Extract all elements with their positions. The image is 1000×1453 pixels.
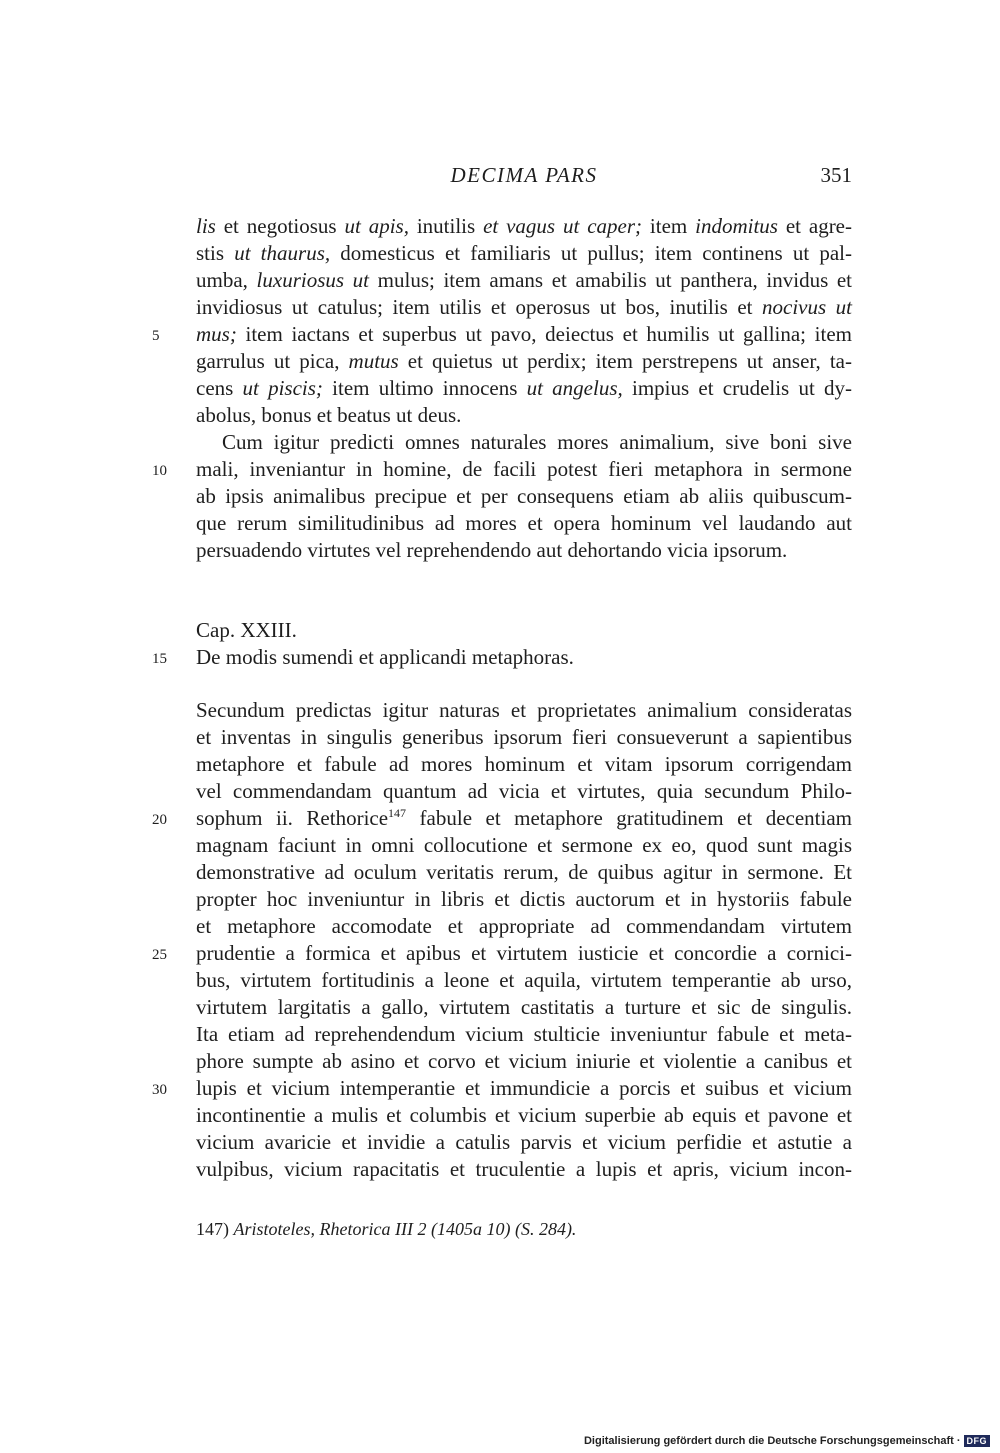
line-number: 5 xyxy=(152,328,160,344)
italic-span: luxuriosus ut xyxy=(256,268,370,292)
text-line xyxy=(196,805,852,832)
text-span: cens xyxy=(196,376,243,400)
text-line: ab ipsis animalibus precipue et per consequens etiam ab aliis quibuscum- xyxy=(196,484,852,508)
text-line: vicium avaricie et invidie a catulis parvis et vicium perfidie et astutie a xyxy=(196,1130,852,1154)
text-span: garrulus ut pica, xyxy=(196,349,349,373)
text-line xyxy=(196,321,852,348)
text-line: vel commendandam quantum ad vicia et virtutes, quia secundum Philo- xyxy=(196,779,852,803)
dfg-logo-icon: DFG xyxy=(964,1435,991,1447)
text-line xyxy=(196,213,852,240)
italic-span: indomitus xyxy=(695,214,778,238)
text-line: que rerum similitudinibus ad mores et opera hominum vel laudando aut xyxy=(196,511,852,535)
text-line xyxy=(196,402,852,429)
text-line xyxy=(196,348,852,375)
chapter-number: Cap. XXIII. xyxy=(196,618,297,642)
footnote-marker: 147) xyxy=(196,1219,234,1239)
italic-span: ut piscis; xyxy=(242,376,323,400)
text-line xyxy=(196,294,852,321)
text-line: phore sumpte ab asino et corvo et vicium iniurie et violentie a canibus et xyxy=(196,1049,852,1073)
footnote-text: Aristoteles, Rhetorica III 2 (1405a 10) (S. 284). xyxy=(233,1219,577,1239)
text-span: fabule et metaphore gratitudinem et decentiam xyxy=(406,806,852,830)
line-number: 10 xyxy=(152,463,167,479)
text-line: virtutem largitatis a gallo, virtutem castitatis a turture et sic de singulis. xyxy=(196,995,852,1019)
line-number: 15 xyxy=(152,651,167,667)
text-span: item xyxy=(642,214,696,238)
text-line: Ita etiam ad reprehendendum vicium stulticie inveniuntur fabule et meta- xyxy=(196,1022,852,1046)
italic-span: lis xyxy=(196,214,216,238)
text-span: abolus, bonus et beatus ut deus. xyxy=(196,403,462,427)
running-title: DECIMA PARS xyxy=(450,163,598,187)
text-span: impius et crudelis ut dy- xyxy=(622,376,852,400)
line-number: 30 xyxy=(152,1082,167,1098)
line-number: 20 xyxy=(152,812,167,828)
italic-span: mus; xyxy=(196,322,237,346)
text-line: et inventas in singulis generibus ipsorum fieri consueverunt a sapientibus xyxy=(196,725,852,749)
text-span: invidiosus ut catulus; item utilis et operosus ut bos, inutilis et xyxy=(196,295,763,319)
text-line xyxy=(196,267,852,294)
text-line xyxy=(196,375,852,402)
text-span: domesticus et familiaris ut pullus; item continens ut pal- xyxy=(330,241,853,265)
digitization-credit xyxy=(584,1435,990,1447)
line-number: 25 xyxy=(152,947,167,963)
text-line: et metaphore accomodate et appropriate ad commendandam virtutem xyxy=(196,914,852,938)
text-line: incontinentie a mulis et columbis et vicium superbie ab equis et pavone et xyxy=(196,1103,852,1127)
italic-span: ut apis, xyxy=(344,214,409,238)
running-head xyxy=(196,163,852,193)
text-line: lupis et vicium intemperantie et immundicie a porcis et suibus et vicium xyxy=(196,1076,852,1100)
italic-span: ut angelus, xyxy=(526,376,623,400)
chapter-title: De modis sumendi et applicandi metaphoras. xyxy=(196,645,574,669)
italic-span: nocivus ut xyxy=(762,295,853,319)
text-line: propter hoc inveniuntur in libris et dictis auctorum et in hystoriis fabule xyxy=(196,887,852,911)
text-line xyxy=(196,240,852,267)
italic-span: ut thaurus, xyxy=(234,241,331,265)
text-span: et negotiosus xyxy=(215,214,345,238)
text-span: et quietus ut perdix; item perstrepens ut anser, ta- xyxy=(398,349,853,373)
text-line: Secundum predictas igitur naturas et proprietates animalium consideratas xyxy=(196,698,852,722)
footnote-reference[interactable]: 147 xyxy=(388,806,407,820)
text-line: magnam faciunt in omni collocutione et sermone ex eo, quod sunt magis xyxy=(196,833,852,857)
text-span: et agre- xyxy=(777,214,852,238)
text-line: Cum igitur predicti omnes naturales mores animalium, sive boni sive xyxy=(222,430,852,454)
text-span: item iactans et superbus ut pavo, deiectus et humilis ut gallina; item xyxy=(236,322,852,346)
italic-span: mutus xyxy=(348,349,399,373)
text-line: metaphore et fabule ad mores hominum et vitam ipsorum corrigendam xyxy=(196,752,852,776)
text-line: bus, virtutem fortitudinis a leone et aquila, virtutem temperantie ab urso, xyxy=(196,968,852,992)
text-span: mulus; item amans et amabilis ut panthera, invidus et xyxy=(369,268,853,292)
footnote xyxy=(196,1217,576,1241)
page-number: 351 xyxy=(820,163,852,187)
text-span: item ultimo innocens xyxy=(322,376,527,400)
text-line: vulpibus, vicium rapacitatis et truculentie a lupis et apris, vicium incon- xyxy=(196,1157,852,1181)
text-span: sophum ii. Rethorice xyxy=(196,806,389,830)
text-span: umba, xyxy=(196,268,257,292)
text-span: stis xyxy=(196,241,235,265)
text-span: inutilis xyxy=(408,214,484,238)
text-line: prudentie a formica et apibus et virtutem iusticie et concordie a cornici- xyxy=(196,941,852,965)
text-line: mali, inveniantur in homine, de facili potest fieri metaphora in sermone xyxy=(196,457,852,481)
text-line: persuadendo virtutes vel reprehendendo aut dehortando vicia ipsorum. xyxy=(196,538,788,562)
text-line: demonstrative ad oculum veritatis rerum, de quibus agitur in sermone. Et xyxy=(196,860,852,884)
italic-span: et vagus ut caper; xyxy=(483,214,643,238)
credit-text: Digitalisierung gefördert durch die Deutsche Forschungsgemeinschaft · xyxy=(583,1435,961,1447)
